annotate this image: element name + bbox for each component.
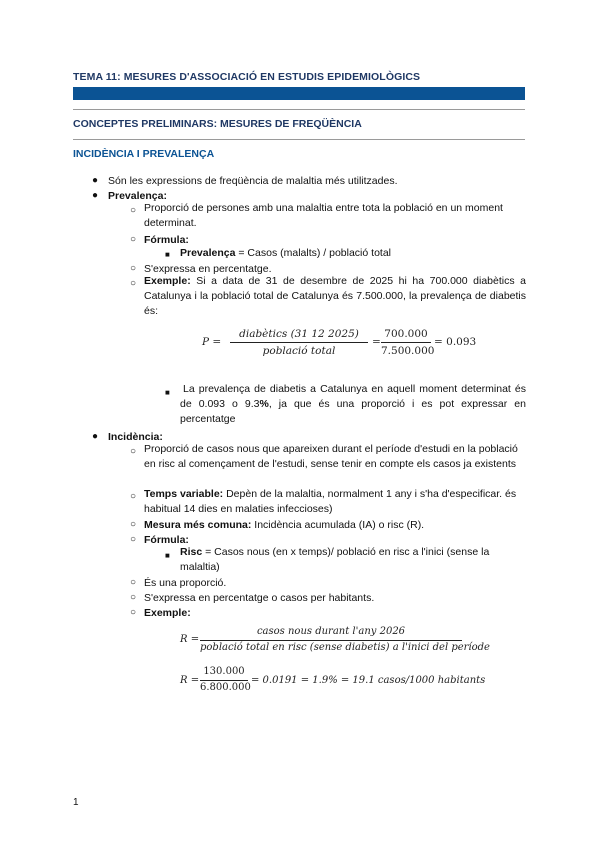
incidence-measure-text: Incidència acumulada (IA) o risc (R). bbox=[251, 519, 425, 531]
prevalence-conclusion-a: La prevalença de diabetis a Catalunya en aquell moment determinat és de 0.093 o 9.3 bbox=[180, 383, 526, 410]
eq-numerator: diabètics (31 12 2025) bbox=[239, 328, 359, 340]
prevalence-conclusion bbox=[180, 382, 526, 427]
bullet-dot: ● bbox=[92, 175, 99, 186]
bullet-circle: ○ bbox=[130, 519, 137, 530]
bullet-circle: ○ bbox=[130, 577, 137, 588]
incidence-time-text: Depèn de la malaltia, normalment 1 any i s'ha d'especificar. és habitual 14 dies en malaties infeccioses) bbox=[144, 488, 517, 515]
incidence-example-label: Exemple: bbox=[144, 607, 191, 619]
eq-numerator-value: 130.000 bbox=[203, 666, 245, 677]
fraction-line bbox=[230, 342, 368, 343]
incidence-equation bbox=[180, 626, 490, 660]
eq-denominator: població total bbox=[262, 345, 336, 357]
incidence-expressed: S'expressa en percentatge o casos per habitants. bbox=[144, 592, 375, 604]
bullet-circle: ○ bbox=[130, 234, 137, 245]
section-heading: CONCEPTES PRELIMINARS: MESURES DE FREQÜÈNCIA bbox=[73, 118, 362, 130]
bullet-circle: ○ bbox=[130, 534, 137, 545]
eq-result: = 0.0191 = 1.9% = 19.1 casos/1000 habitants bbox=[251, 675, 486, 686]
eq-denominator: població total en risc (sense diabetis) a l'inici del període bbox=[200, 642, 490, 653]
fraction-line bbox=[200, 680, 248, 681]
incidence-result-equation bbox=[180, 666, 486, 700]
bullet-circle: ○ bbox=[130, 263, 137, 274]
bullet-dot: ● bbox=[92, 431, 99, 442]
incidence-measure bbox=[144, 518, 424, 532]
subsection-heading: INCIDÈNCIA I PREVALENÇA bbox=[73, 148, 215, 160]
incidence-formula-term: Risc bbox=[180, 546, 203, 558]
page-number: 1 bbox=[73, 797, 79, 808]
bullet-circle: ○ bbox=[130, 491, 137, 502]
bullet-circle: ○ bbox=[130, 278, 137, 289]
title-bar bbox=[73, 87, 525, 100]
prevalence-conclusion-pct: % bbox=[259, 398, 269, 410]
bullet-circle: ○ bbox=[130, 592, 137, 603]
eq-denominator-value: 6.800.000 bbox=[200, 682, 251, 693]
fraction-line bbox=[200, 640, 462, 641]
eq-lhs: P = bbox=[202, 336, 222, 348]
prevalence-conclusion-b: , ja que és una proporció i es pot expressar en percentatge bbox=[180, 398, 526, 425]
prevalence-example-label: Exemple: bbox=[144, 275, 191, 287]
bullet-square: ■ bbox=[165, 250, 170, 259]
incidence-formula bbox=[180, 545, 525, 575]
eq-result: = 0.093 bbox=[434, 336, 477, 348]
intro-text: Són les expressions de freqüència de malaltia més utilitzades. bbox=[108, 175, 398, 187]
prevalence-formula-text: = Casos (malalts) / població total bbox=[235, 247, 391, 259]
bullet-circle: ○ bbox=[130, 607, 137, 618]
incidence-proportion: És una proporció. bbox=[144, 577, 227, 589]
document-title: TEMA 11: MESURES D'ASSOCIACIÓ EN ESTUDIS EPIDEMIOLÒGICS bbox=[73, 71, 421, 83]
prevalence-equation bbox=[202, 328, 482, 362]
eq-denominator-value: 7.500.000 bbox=[381, 345, 435, 357]
fraction-line bbox=[381, 342, 431, 343]
prevalence-example bbox=[144, 274, 526, 319]
eq-equals: = bbox=[372, 336, 381, 348]
prevalence-expressed: S'expressa en percentatge. bbox=[144, 263, 272, 275]
bullet-square: ■ bbox=[165, 388, 170, 397]
prevalence-example-text: Si a data de 31 de desembre de 2025 hi ha 700.000 diabètics a Catalunya i la població total de Catalunya és 7.500.000, la prevalença de diabetis és: bbox=[144, 275, 526, 317]
bullet-circle: ○ bbox=[130, 446, 137, 457]
divider bbox=[73, 139, 525, 140]
prevalence-label: Prevalença: bbox=[108, 190, 167, 202]
incidence-formula-text: = Casos nous (en x temps)/ població en risc a l'inici (sense la malaltia) bbox=[180, 546, 490, 573]
divider bbox=[73, 109, 525, 110]
incidence-measure-label: Mesura més comuna: bbox=[144, 519, 252, 531]
eq-lhs: R = bbox=[180, 675, 200, 686]
bullet-dot: ● bbox=[92, 190, 99, 201]
incidence-time-label: Temps variable: bbox=[144, 488, 224, 500]
prevalence-definition: Proporció de persones amb una malaltia entre tota la població en un moment determinat. bbox=[144, 202, 503, 229]
incidence-formula-label: Fórmula: bbox=[144, 534, 189, 546]
eq-numerator: casos nous durant l'any 2026 bbox=[256, 626, 406, 637]
prevalence-formula-label: Fórmula: bbox=[144, 234, 189, 246]
incidence-label: Incidència: bbox=[108, 431, 163, 443]
eq-numerator-value: 700.000 bbox=[384, 328, 428, 340]
prevalence-formula bbox=[180, 246, 391, 260]
bullet-circle: ○ bbox=[130, 205, 137, 216]
incidence-time bbox=[144, 487, 532, 517]
prevalence-formula-term: Prevalença bbox=[180, 247, 236, 259]
eq-lhs: R = bbox=[180, 634, 200, 645]
incidence-definition: Proporció de casos nous que apareixen durant el període d'estudi en la població en risc al començament de l'estudi, sense tenir en compte els casos ja existents bbox=[144, 443, 518, 470]
bullet-square: ■ bbox=[165, 551, 170, 560]
